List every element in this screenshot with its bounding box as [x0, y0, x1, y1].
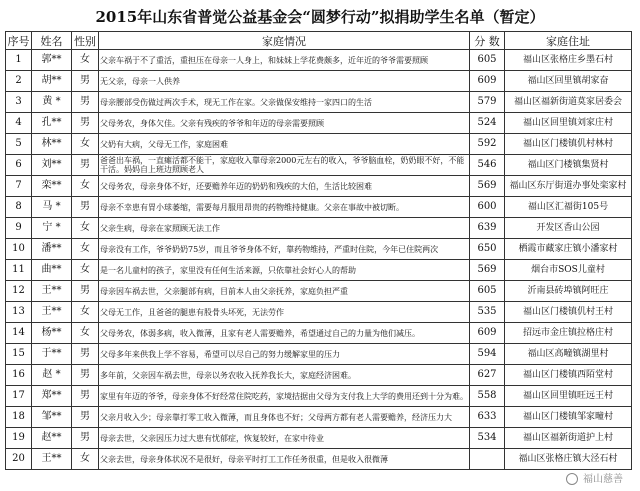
row-situation: 母亲腰部受伤做过两次手术，现无工作在家。父亲做保安维持一家四口的生活 [99, 92, 470, 113]
row-address: 福山区东厅街道办事处栾家村 [505, 176, 632, 197]
row-sex: 男 [72, 407, 99, 428]
row-score: 535 [470, 302, 505, 323]
row-score: 650 [470, 239, 505, 260]
row-situation: 父母多年来供我上学不容易，希望可以尽自己的努力缓解家里的压力 [99, 344, 470, 365]
row-no: 19 [6, 428, 32, 449]
table-row [6, 50, 632, 71]
row-score: 633 [470, 407, 505, 428]
row-sex: 男 [72, 365, 99, 386]
row-score: 609 [470, 71, 505, 92]
wechat-icon [566, 473, 578, 485]
header-no: 序号 [6, 32, 32, 50]
row-address: 福山区门楼镇仉村林村 [505, 134, 632, 155]
row-score: 524 [470, 113, 505, 134]
header-situation: 家庭情况 [99, 32, 470, 50]
row-no: 14 [6, 323, 32, 344]
row-score: 605 [470, 281, 505, 302]
row-address: 福山区福新街道护上村 [505, 428, 632, 449]
row-name: 黄 * [32, 92, 72, 113]
row-name: 曲** [32, 260, 72, 281]
row-situation: 父奶有大病，父母无工作，家庭困难 [99, 134, 470, 155]
header-score: 分 数 [470, 32, 505, 50]
table-row [6, 134, 632, 155]
row-sex: 男 [72, 428, 99, 449]
row-sex: 女 [72, 302, 99, 323]
row-no: 9 [6, 218, 32, 239]
row-score: 569 [470, 260, 505, 281]
row-score: 605 [470, 50, 505, 71]
row-situation: 爸爸出车祸，一直瘫活都不能干，家庭收入靠母亲2000元左右的收入，爷爷脑血栓，奶奶眼不好，不能干活。妈妈自上班边照顾老人 [99, 155, 470, 176]
row-address: 福山区福新街道莫家居委会 [505, 92, 632, 113]
row-sex: 女 [72, 260, 99, 281]
row-name: 赵 * [32, 365, 72, 386]
row-name: 林** [32, 134, 72, 155]
row-situation: 父母无工作，且爸爸的腿患有股骨头坏死，无法劳作 [99, 302, 470, 323]
row-no: 4 [6, 113, 32, 134]
table-row [6, 260, 632, 281]
row-no: 20 [6, 449, 32, 470]
row-score: 546 [470, 155, 505, 176]
row-address: 福山区门楼镇仉村王村 [505, 302, 632, 323]
table-row [6, 92, 632, 113]
row-situation: 多年前，父亲因车祸去世，母亲以务农收入抚养我长大，家庭经济困难。 [99, 365, 470, 386]
row-situation: 母亲因车祸去世，父亲腿部有病，目前本人由父亲抚养，家庭负担严重 [99, 281, 470, 302]
row-address: 福山区张格庄乡墨石村 [505, 50, 632, 71]
student-table [5, 31, 632, 470]
row-name: 马 * [32, 197, 72, 218]
row-sex: 男 [72, 197, 99, 218]
row-situation: 家里有年迈的爷爷，母亲身体不好经常住院吃药，家境拮据由父母为支付我上大学的费用还到十分为难。 [99, 386, 470, 407]
row-score: 569 [470, 176, 505, 197]
table-row [6, 302, 632, 323]
table-row [6, 344, 632, 365]
header-sex: 性别 [72, 32, 99, 50]
row-no: 1 [6, 50, 32, 71]
table-row [6, 218, 632, 239]
row-address: 福山区汇福街105号 [505, 197, 632, 218]
row-no: 16 [6, 365, 32, 386]
row-address: 福山区回里镇胡家奋 [505, 71, 632, 92]
table-row [6, 239, 632, 260]
row-name: 孔** [32, 113, 72, 134]
row-situation: 父亲车祸于不了重活，重担压在母亲一人身上，和妹妹上学花费颇多，近年近的爷爷需要照顾 [99, 50, 470, 71]
row-name: 郭** [32, 50, 72, 71]
table-row [6, 113, 632, 134]
row-address: 栖霞市藏家庄镇小潘家村 [505, 239, 632, 260]
row-score: 594 [470, 344, 505, 365]
row-name: 潘** [32, 239, 72, 260]
row-no: 13 [6, 302, 32, 323]
row-name: 王** [32, 302, 72, 323]
row-situation: 母亲不幸患有胃小球萎缩，需要每月服用昂贵的药物维持健康。父亲在事故中被切断。 [99, 197, 470, 218]
row-name: 于** [32, 344, 72, 365]
row-sex: 女 [72, 50, 99, 71]
row-score: 534 [470, 428, 505, 449]
row-address: 福山区回里镇旺远王村 [505, 386, 632, 407]
row-name: 赵** [32, 428, 72, 449]
row-no: 18 [6, 407, 32, 428]
row-situation: 父母务农，身体欠佳。父亲有残疾的爷爷和年迈的母亲需要照顾 [99, 113, 470, 134]
row-no: 6 [6, 155, 32, 176]
table-row [6, 449, 632, 470]
row-address: 福山区张格庄镇大泾石村 [505, 449, 632, 470]
row-address: 招远市金庄镇拉格庄村 [505, 323, 632, 344]
row-no: 5 [6, 134, 32, 155]
row-situation: 父母务农，体弱多病，收入微薄，且家有老人需要赡养，希望通过自己的力量为他们减压。 [99, 323, 470, 344]
row-no: 15 [6, 344, 32, 365]
row-address: 福山区门楼镇邹家疃村 [505, 407, 632, 428]
row-situation: 母亲没有工作，爷爷奶奶75岁，而且爷爷身体不好，靠药物维持，严重时住院，今年已住院两次 [99, 239, 470, 260]
header-name: 姓名 [32, 32, 72, 50]
table-row [6, 428, 632, 449]
table-row [6, 71, 632, 92]
header-address: 家庭住址 [505, 32, 632, 50]
row-sex: 女 [72, 239, 99, 260]
row-score: 579 [470, 92, 505, 113]
table-header-row [6, 32, 632, 50]
row-sex: 女 [72, 218, 99, 239]
row-sex: 男 [72, 281, 99, 302]
row-sex: 男 [72, 113, 99, 134]
row-score: 558 [470, 386, 505, 407]
row-name: 邹** [32, 407, 72, 428]
row-sex: 男 [72, 386, 99, 407]
row-score: 600 [470, 197, 505, 218]
row-no: 8 [6, 197, 32, 218]
row-situation: 父母务农，母亲身体不好，还要赡养年迈的奶奶和残疾的大伯，生活比较困难 [99, 176, 470, 197]
row-sex: 男 [72, 344, 99, 365]
row-no: 3 [6, 92, 32, 113]
watermark-text: 福山慈善 [583, 474, 623, 485]
table-row [6, 176, 632, 197]
table-row [6, 281, 632, 302]
row-situation: 无父亲，母亲一人供养 [99, 71, 470, 92]
row-sex: 男 [72, 92, 99, 113]
row-no: 17 [6, 386, 32, 407]
row-name: 栾** [32, 176, 72, 197]
row-sex: 女 [72, 323, 99, 344]
row-name: 王** [32, 449, 72, 470]
row-address: 烟台市SOS儿童村 [505, 260, 632, 281]
row-score: 627 [470, 365, 505, 386]
table-row [6, 386, 632, 407]
row-sex: 女 [72, 176, 99, 197]
row-score: 639 [470, 218, 505, 239]
row-no: 2 [6, 71, 32, 92]
row-situation: 是一名儿童村的孩子，家里没有任何生活来源，只依靠社会好心人的帮助 [99, 260, 470, 281]
row-no: 12 [6, 281, 32, 302]
row-address: 福山区高疃镇湖里村 [505, 344, 632, 365]
row-name: 宁 * [32, 218, 72, 239]
row-sex: 女 [72, 449, 99, 470]
row-address: 沂南县砖埠镇阿旺庄 [505, 281, 632, 302]
table-row [6, 407, 632, 428]
row-name: 郑** [32, 386, 72, 407]
row-situation: 父亲月收入少；母亲靠打零工收入微薄，而且身体也不好；父母两方都有老人需要赡养，经济压力大 [99, 407, 470, 428]
row-no: 7 [6, 176, 32, 197]
row-no: 10 [6, 239, 32, 260]
table-row [6, 365, 632, 386]
table-row [6, 323, 632, 344]
row-sex: 男 [72, 155, 99, 176]
row-score: 609 [470, 323, 505, 344]
row-name: 杨** [32, 323, 72, 344]
table-row [6, 155, 632, 176]
row-score [470, 449, 505, 470]
row-address: 福山区门楼镇西陌堂村 [505, 365, 632, 386]
row-situation: 母亲去世，父亲因压力过大患有忧郁症，恢复较好，在家中待业 [99, 428, 470, 449]
row-name: 胡** [32, 71, 72, 92]
page-title: 2015年山东省普觉公益基金会“圆梦行动”拟捐助学生名单（暂定） [95, 8, 545, 26]
row-address: 开发区香山公园 [505, 218, 632, 239]
row-address: 福山区回里镇刘家庄村 [505, 113, 632, 134]
row-address: 福山区门楼镇集贤村 [505, 155, 632, 176]
row-no: 11 [6, 260, 32, 281]
row-score: 592 [470, 134, 505, 155]
row-situation: 父亲生病，母亲在家照顾无法工作 [99, 218, 470, 239]
table-row [6, 197, 632, 218]
watermark [563, 470, 626, 485]
row-situation: 父亲去世，母亲身体状况不是很好，母亲平时打工工作任务很重，但是收入很微薄 [99, 449, 470, 470]
row-name: 王** [32, 281, 72, 302]
row-sex: 男 [72, 71, 99, 92]
row-sex: 女 [72, 134, 99, 155]
row-name: 刘** [32, 155, 72, 176]
